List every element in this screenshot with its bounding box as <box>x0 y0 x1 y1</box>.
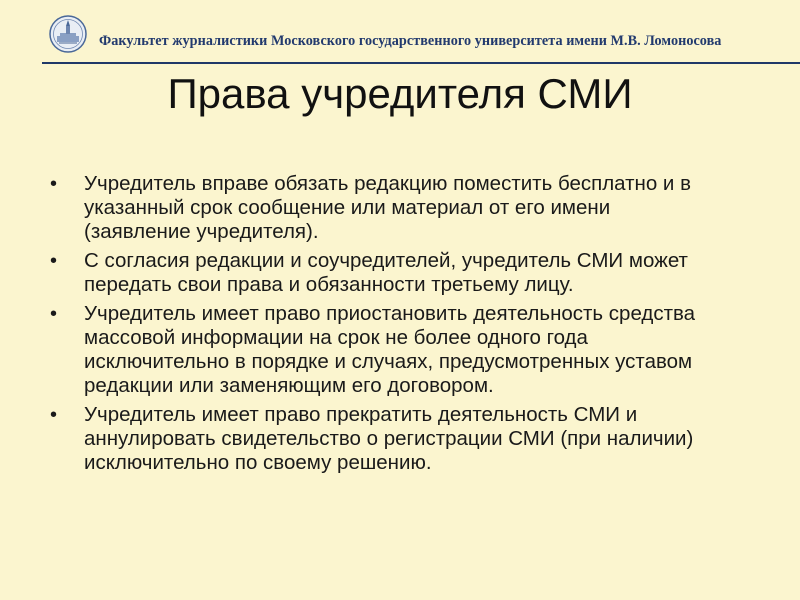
bullet-text-line: (заявление учредителя). <box>84 220 319 243</box>
bullet-item <box>46 302 796 398</box>
bullet-item <box>46 172 796 244</box>
bullet-text-line: С согласия редакции и соучредителей, учредитель СМИ может <box>84 249 688 272</box>
bullet-text-line: передать свои права и обязанности третьему лицу. <box>84 273 574 296</box>
bullet-text-line: исключительно в порядке и случаях, предусмотренных уставом <box>84 350 693 373</box>
bullet-marker: • <box>50 173 58 195</box>
bullet-text-line: Учредитель имеет право приостановить деятельность средства <box>84 302 696 325</box>
bullet-text-line: Учредитель имеет право прекратить деятельность СМИ и <box>84 403 638 426</box>
msu-emblem-icon <box>49 14 87 54</box>
bullet-marker: • <box>50 404 58 426</box>
bullet-marker: • <box>50 250 58 272</box>
bullet-item <box>46 249 796 297</box>
bullet-list <box>46 172 796 480</box>
faculty-name: Факультет журналистики Московского государственного университета имени М.В. Ломоносова <box>99 33 722 49</box>
bullet-text-line: указанный срок сообщение или материал от его имени <box>84 196 611 219</box>
bullet-text-line: исключительно по своему решению. <box>84 451 432 474</box>
header-divider <box>42 62 800 64</box>
bullet-item <box>46 403 796 475</box>
bullet-text-line: редакции или заменяющим его договором. <box>84 374 494 397</box>
slide-header <box>0 0 800 62</box>
slide-title: Права учредителя СМИ <box>167 70 633 117</box>
bullet-marker: • <box>50 303 58 325</box>
bullet-text-line: Учредитель вправе обязать редакцию поместить бесплатно и в <box>84 172 691 195</box>
bullet-text-line: массовой информации на срок не более одного года <box>84 326 588 349</box>
bullet-text-line: аннулировать свидетельство о регистрации СМИ (при наличии) <box>84 427 694 450</box>
